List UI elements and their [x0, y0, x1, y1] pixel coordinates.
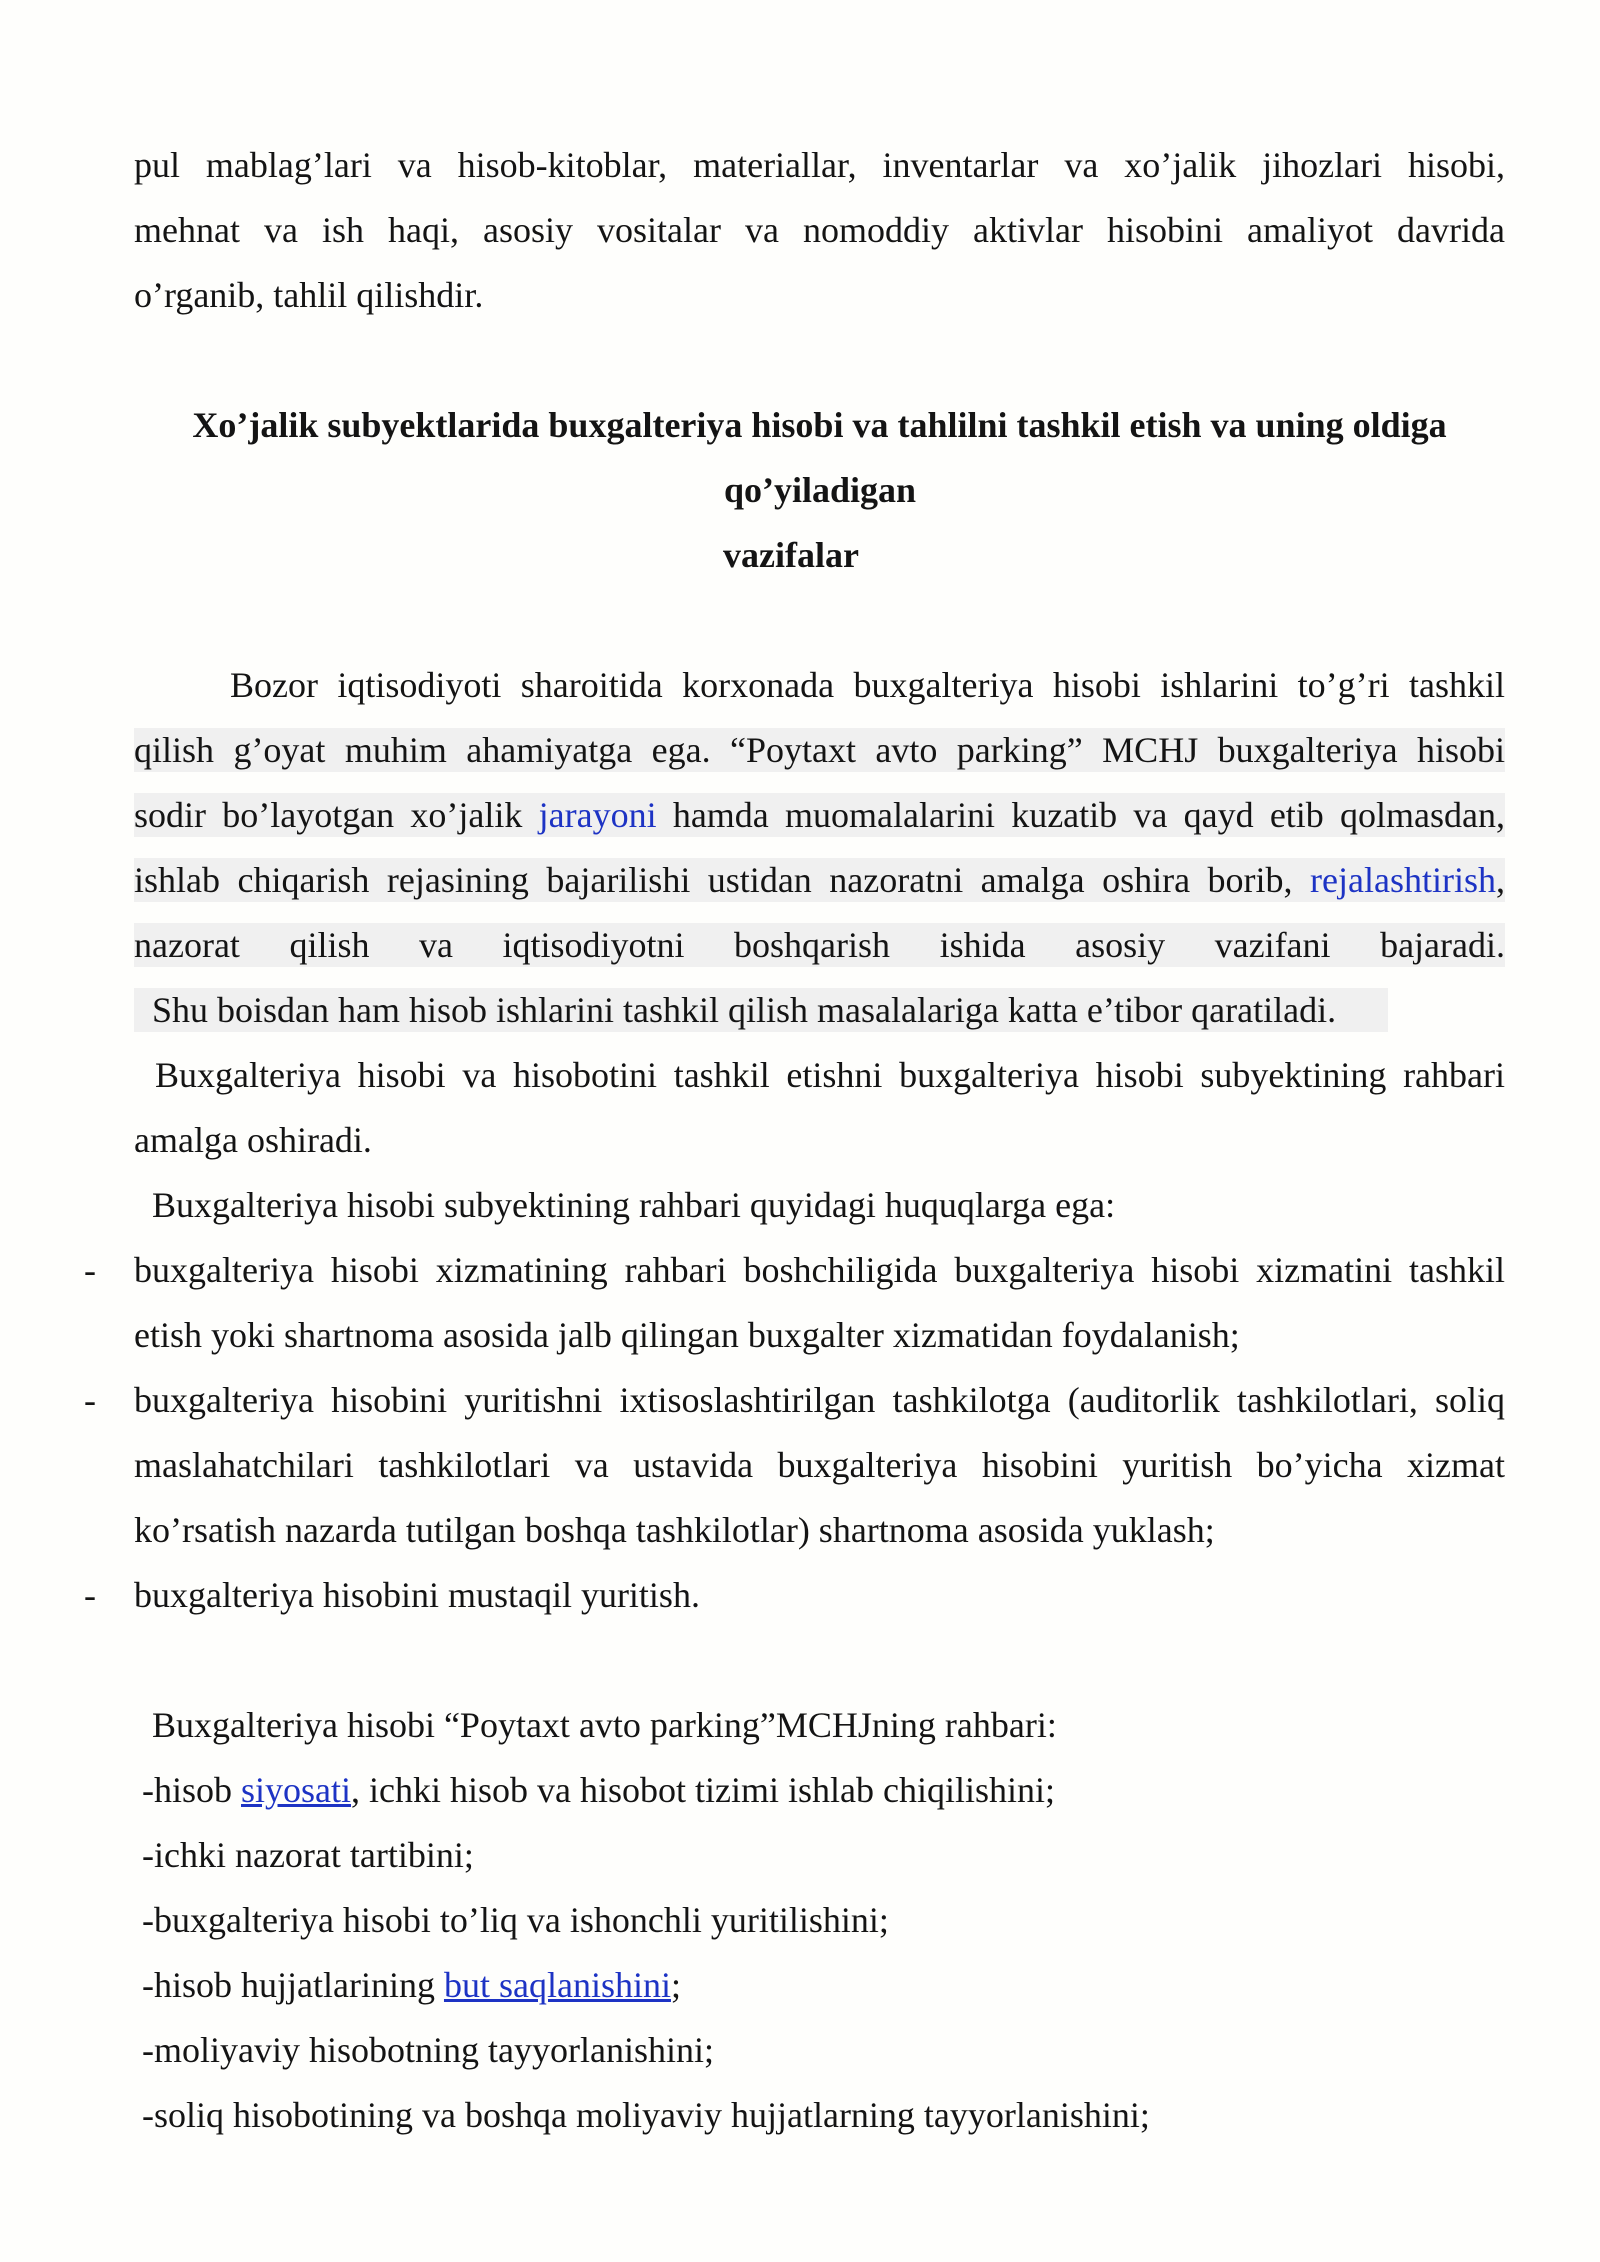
duties-item-6: -soliq hisobotining va boshqa moliyaviy hujjatlarning tayyorlanishini; — [142, 2095, 1150, 2135]
list-dash-2: - — [84, 1380, 96, 1420]
para4-intro: Buxgalteriya hisobi “Poytaxt avto parking”MCHJning rahbari: — [152, 1705, 1057, 1745]
duties-item-4 — [142, 1963, 1505, 2007]
section-heading-line-1: Xo’jalik subyektlarida buxgalteriya hisobi va tahlilni tashkil etish va uning oldiga — [192, 405, 1447, 445]
duties-item-1-text-a: -hisob — [142, 1770, 241, 1810]
intro-line-3: o’rganib, tahlil qilishdir. — [134, 275, 484, 315]
para1-line-5: nazorat qilish va iqtisodiyotni boshqarish ishida asosiy vazifani bajaradi. — [134, 925, 1505, 965]
para1-line-4-text-a: ishlab chiqarish rejasining bajarilishi ustidan nazoratni amalga oshira borib, — [134, 860, 1311, 900]
rights-item-1-line-2: etish yoki shartnoma asosida jalb qilingan buxgalter xizmatidan foydalanish; — [134, 1315, 1240, 1355]
intro-line-1: pul mablag’lari va hisob-kitoblar, materiallar, inventarlar va xo’jalik jihozlari hisobi, — [134, 145, 1505, 185]
rights-item-2-line-2: maslahatchilari tashkilotlari va ustavida buxgalteriya hisobini yuritish bo’yicha xizmat — [134, 1445, 1505, 1485]
para1-line-1-text: Bozor iqtisodiyoti sharoitida korxonada buxgalteriya hisobi ishlarini to’g’ri tashkil — [230, 665, 1505, 705]
para1-line-6: Shu boisdan ham hisob ishlarini tashkil qilish masalalariga katta e’tibor qaratiladi. — [134, 988, 1388, 1032]
list-dash-1: - — [84, 1250, 96, 1290]
rights-item-1-line-1: buxgalteriya hisobi xizmatining rahbari boshchiligida buxgalteriya hisobi xizmatini tashkil — [134, 1250, 1505, 1290]
duties-item-1-text-b: , ichki hisob va hisobot tizimi ishlab chiqilishini; — [351, 1770, 1055, 1810]
duties-item-5: -moliyaviy hisobotning tayyorlanishini; — [142, 2030, 714, 2070]
para1-line-4-text-b: , — [1496, 860, 1505, 900]
intro-line-2: mehnat va ish haqi, asosiy vositalar va nomoddiy aktivlar hisobini amaliyot davrida — [134, 210, 1505, 250]
link-siyosati[interactable]: siyosati — [241, 1770, 352, 1810]
link-but-saqlanishini[interactable]: but saqlanishini — [443, 1965, 671, 2005]
para1-line-3-text-b: hamda muomalalarini kuzatib va qayd etib qolmasdan, — [656, 795, 1506, 835]
duties-item-3: -buxgalteriya hisobi to’liq va ishonchli yuritilishini; — [142, 1900, 889, 1940]
para1-line-2: qilish g’oyat muhim ahamiyatga ega. “Poytaxt avto parking” MCHJ buxgalteriya hisobi — [134, 730, 1505, 770]
rights-item-2-line-1: buxgalteriya hisobini yuritishni ixtisoslashtirilgan tashkilotga (auditorlik tashkilotlari, soliq — [134, 1380, 1505, 1420]
section-heading-line-3: vazifalar — [723, 535, 859, 575]
list-dash-3: - — [84, 1575, 96, 1615]
para3-intro: Buxgalteriya hisobi subyektining rahbari quyidagi huquqlarga ega: — [152, 1185, 1116, 1225]
duties-item-2: -ichki nazorat tartibini; — [142, 1835, 474, 1875]
para1-line-1 — [230, 663, 1505, 707]
para2-line-1: Buxgalteriya hisobi va hisobotini tashkil etishni buxgalteriya hisobi subyektining rahbari — [155, 1055, 1505, 1095]
link-jarayoni[interactable]: jarayoni — [538, 795, 657, 835]
rights-item-3: buxgalteriya hisobini mustaqil yuritish. — [134, 1575, 700, 1615]
link-rejalashtirish[interactable]: rejalashtirish — [1310, 860, 1496, 900]
para1-line-4 — [134, 858, 1505, 902]
para2-line-2: amalga oshiradi. — [134, 1120, 372, 1160]
duties-item-4-text-b: ; — [670, 1965, 681, 2005]
para1-line-3-text-a: sodir bo’layotgan xo’jalik — [134, 795, 539, 835]
section-heading-line-2: qo’yiladigan — [723, 470, 917, 510]
rights-item-2-line-3: ko’rsatish nazarda tutilgan boshqa tashkilotlar) shartnoma asosida yuklash; — [134, 1510, 1215, 1550]
duties-item-1 — [142, 1768, 1505, 1812]
para1-line-3 — [134, 793, 1505, 837]
duties-item-4-text-a: -hisob hujjatlarining — [142, 1965, 444, 2005]
